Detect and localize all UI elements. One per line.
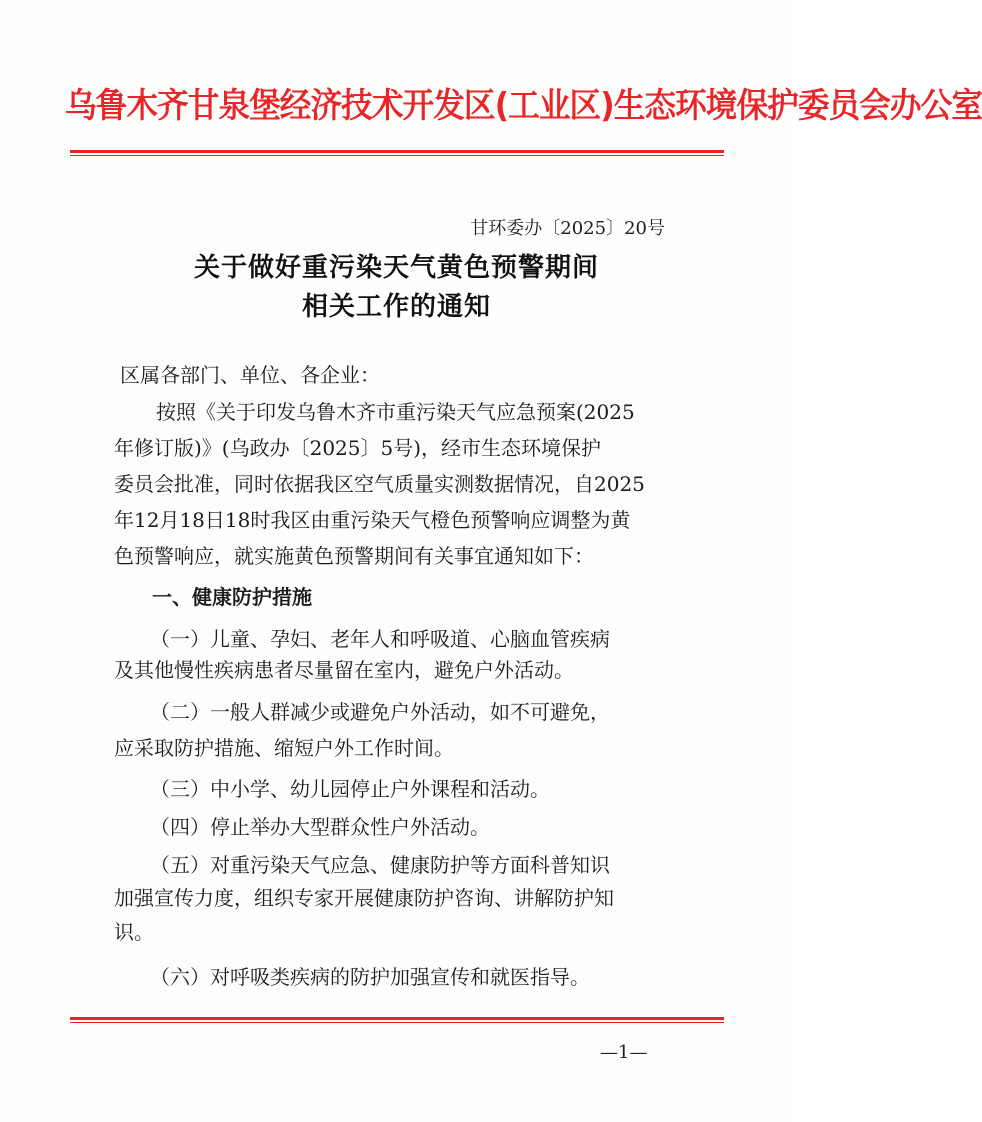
intro-line: 按照《关于印发乌鲁木齐市重污染天气应急预案(2025 — [156, 400, 635, 424]
list-item: （三）中小学、幼儿园停止户外课程和活动。 — [150, 777, 550, 801]
list-item: 加强宣传力度，组织专家开展健康防护咨询、讲解防护知 — [114, 886, 614, 910]
list-item: （二）一般人群减少或避免户外活动，如不可避免， — [150, 700, 610, 724]
intro-line: 年12月18日18时我区由重污染天气橙色预警响应调整为黄 — [114, 508, 631, 532]
list-item: （五）对重污染天气应急、健康防护等方面科普知识 — [150, 853, 610, 877]
list-item: （四）停止举办大型群众性户外活动。 — [150, 815, 490, 839]
letterhead-title: 乌鲁木齐甘泉堡经济技术开发区(工业区)生态环境保护委员会办公室 — [64, 86, 982, 126]
document-title-line-2: 相关工作的通知 — [301, 292, 491, 322]
list-item: 及其他慢性疾病患者尽量留在室内，避免户外活动。 — [114, 658, 574, 682]
list-item: 识。 — [114, 920, 154, 944]
list-item: 应采取防护措施、缩短户外工作时间。 — [114, 736, 454, 760]
footer-rule-thin — [70, 1022, 724, 1023]
intro-line: 年修订版)》(乌政办〔2025〕5号)，经市生态环境保护 — [114, 436, 602, 460]
document-title-line-1: 关于做好重污染天气黄色预警期间 — [193, 253, 599, 283]
page-number: —1— — [600, 1042, 648, 1063]
intro-line: 委员会批准，同时依据我区空气质量实测数据情况，自2025 — [114, 472, 645, 496]
document-number: 甘环委办〔2025〕20号 — [470, 218, 665, 239]
letterhead-rule-thick — [70, 150, 724, 153]
list-item: （六）对呼吸类疾病的防护加强宣传和就医指导。 — [150, 965, 590, 989]
section-heading: 一、健康防护措施 — [152, 585, 312, 609]
list-item: （一）儿童、孕妇、老年人和呼吸道、心脑血管疾病 — [150, 627, 610, 651]
intro-line: 色预警响应，就实施黄色预警期间有关事宜通知如下： — [114, 544, 594, 568]
letterhead-rule-thin — [70, 155, 724, 156]
recipients-line: 区属各部门、单位、各企业： — [120, 363, 380, 387]
footer-rule-thick — [70, 1017, 724, 1020]
